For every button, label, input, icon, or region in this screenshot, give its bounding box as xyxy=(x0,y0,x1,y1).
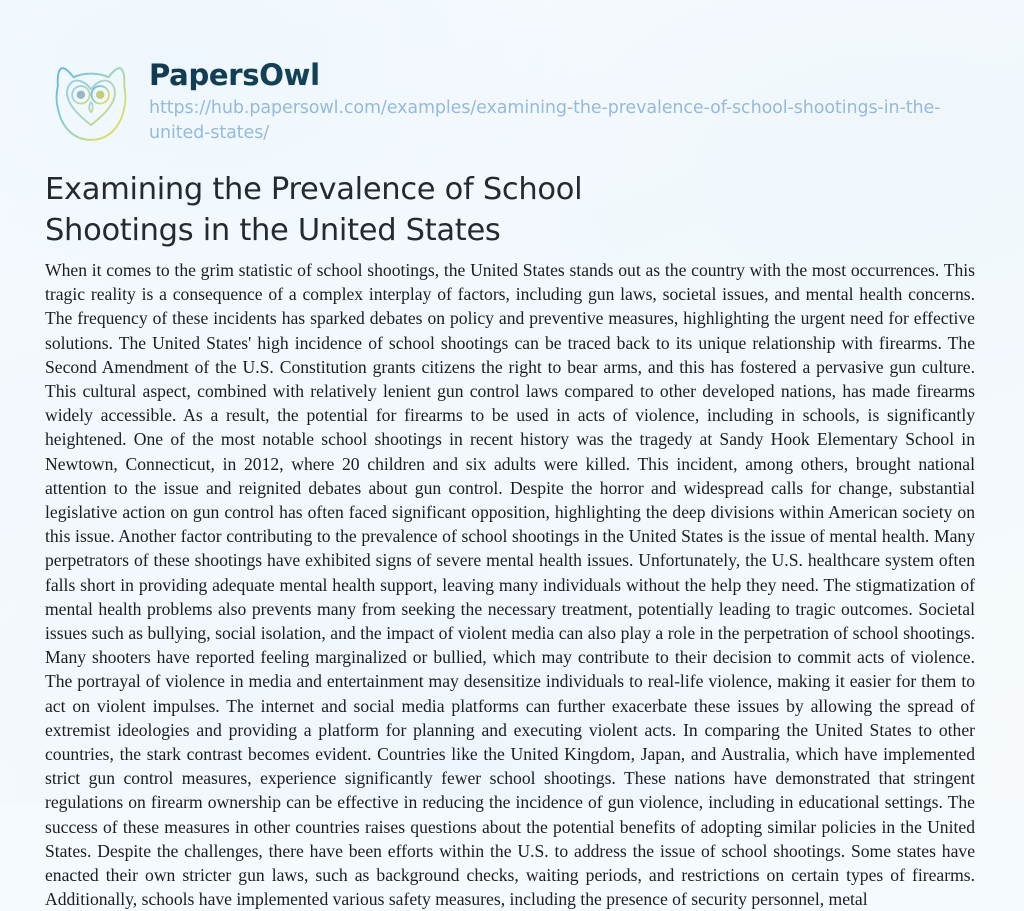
page-url[interactable]: https://hub.papersowl.com/examples/examining-the-prevalence-of-school-shootings-in-the-united-states/ xyxy=(149,98,941,144)
article-body: When it comes to the grim statistic of school shootings, the United States stands out as the country with the most occurrences. This tragic reality is a consequence of a complex interplay of factors, including gun laws, societal issues, and mental health concerns. The frequency of these incidents has sparked debates on policy and preventive measures, highlighting the urgent need for effective solutions. The United States' high incidence of school shootings can be traced back to its unique relationship with firearms. The Second Amendment of the U.S. Constitution grants citizens the right to bear arms, and this has fostered a pervasive gun culture. This cultural aspect, combined with relatively lenient gun control laws compared to other developed nations, has made firearms widely accessible. As a result, the potential for firearms to be used in acts of violence, including in schools, is significantly heightened. One of the most notable school shootings in recent history was the tragedy at Sandy Hook Elementary School in Newtown, Connecticut, in 2012, where 20 children and six adults were killed. This incident, among others, brought national attention to the issue and reignited debates about gun control. Despite the horror and widespread calls for change, substantial legislative action on gun control has often faced significant opposition, highlighting the deep divisions within American society on this issue. Another factor contributing to the prevalence of school shootings in the United States is the issue of mental health. Many perpetrators of these shootings have exhibited signs of severe mental health issues. Unfortunately, the U.S. healthcare system often falls short in providing adequate mental health support, leaving many individuals without the help they need. The stigmatization of mental health problems also prevents many from seeking the necessary treatment, potentially leading to tragic outcomes. Societal issues such as bullying, social isolation, and the impact of violent media can also play a role in the perpetration of school shootings. Many shooters have reported feeling marginalized or bullied, which may contribute to their decision to commit acts of violence. The portrayal of violence in media and entertainment may desensitize individuals to real-life violence, making it easier for them to act on violent impulses. The internet and social media platforms can further exacerbate these issues by allowing the spread of extremist ideologies and providing a platform for planning and executing violent acts. In comparing the United States to other countries, the stark contrast becomes evident. Countries like the United Kingdom, Japan, and Australia, which have implemented strict gun control measures, experience significantly fewer school shootings. These nations have demonstrated that stringent regulations on firearm ownership can be effective in reducing the incidence of gun violence, including in educational settings. The success of these measures in other countries raises questions about the potential benefits of adopting similar policies in the United States. Despite the challenges, there have been efforts within the U.S. to address the issue of school shootings. Some states have enacted their own stricter gun laws, such as background checks, waiting periods, and restrictions on certain types of firearms. Additionally, schools have implemented various safety measures, including the presence of security personnel, metal xyxy=(45,260,975,910)
owl-logo-icon[interactable] xyxy=(45,58,137,150)
page-title: Examining the Prevalence of School Shootings in the United States xyxy=(45,172,583,248)
brand-name[interactable]: PapersOwl xyxy=(149,60,980,90)
brand-block xyxy=(149,56,980,146)
site-header xyxy=(45,56,980,150)
